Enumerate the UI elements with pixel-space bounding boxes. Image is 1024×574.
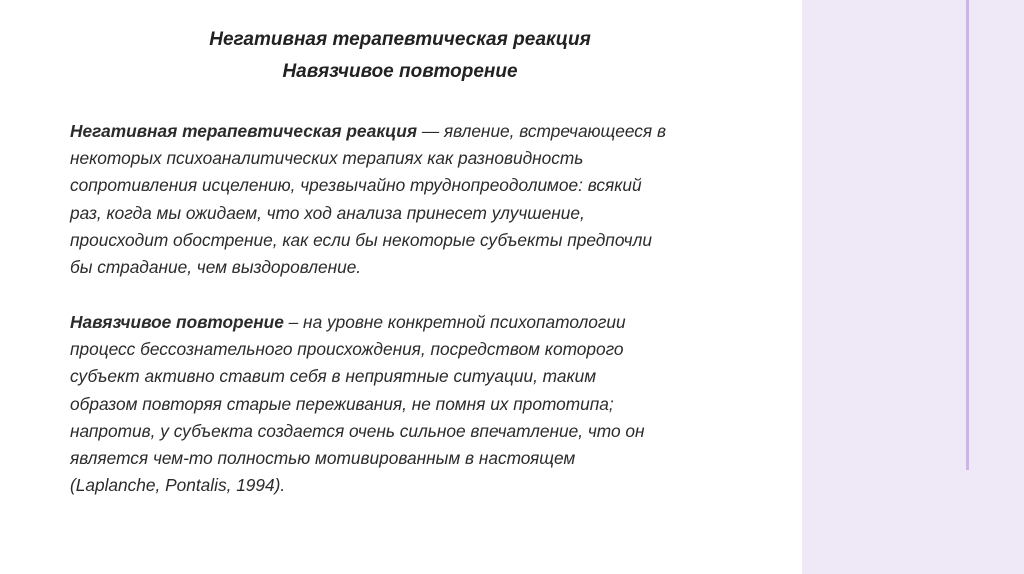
title-line-2: Навязчивое повторение xyxy=(282,61,518,82)
paragraph-line: раз, когда мы ожидаем, что ход анализа принесет улучшение, xyxy=(70,202,585,223)
paragraph-line: происходит обострение, как если бы некоторые субъекты предпочли xyxy=(70,229,652,250)
paragraph-line: образом повторяя старые переживания, не помня их прототипа; xyxy=(70,393,614,414)
paragraph-line: является чем-то полностью мотивированным в настоящем xyxy=(70,448,576,469)
side-decoration-line xyxy=(966,0,969,470)
side-decoration-panel xyxy=(802,0,1024,574)
definition-text: – на уровне конкретной психопатологии xyxy=(283,312,626,332)
slide-title xyxy=(70,24,730,88)
paragraph-line: субъект активно ставит себя в неприятные ситуации, таким xyxy=(70,366,597,387)
paragraph-line: сопротивления исцелению, чрезвычайно труднопреодолимое: всякий xyxy=(70,175,642,196)
paragraph-negative-therapeutic-reaction xyxy=(70,118,790,281)
term-negative-therapeutic-reaction: Негативная терапевтическая реакция xyxy=(70,121,418,141)
paragraph-line xyxy=(70,118,790,145)
definition-text: — явление, встречающееся в xyxy=(417,121,666,141)
title-line-1: Негативная терапевтическая реакция xyxy=(209,29,591,50)
paragraph-compulsive-repetition xyxy=(70,309,790,499)
paragraph-line: некоторых психоаналитических терапиях как разновидность xyxy=(70,148,584,169)
paragraph-line xyxy=(70,309,790,336)
paragraph-line: бы страдание, чем выздоровление. xyxy=(70,257,362,278)
term-compulsive-repetition: Навязчивое повторение xyxy=(70,312,284,332)
paragraph-line: процесс бессознательного происхождения, посредством которого xyxy=(70,339,624,360)
paragraph-line: напротив, у субъекта создается очень сильное впечатление, что он xyxy=(70,420,645,441)
citation: (Laplanche, Pontalis, 1994). xyxy=(70,475,286,496)
